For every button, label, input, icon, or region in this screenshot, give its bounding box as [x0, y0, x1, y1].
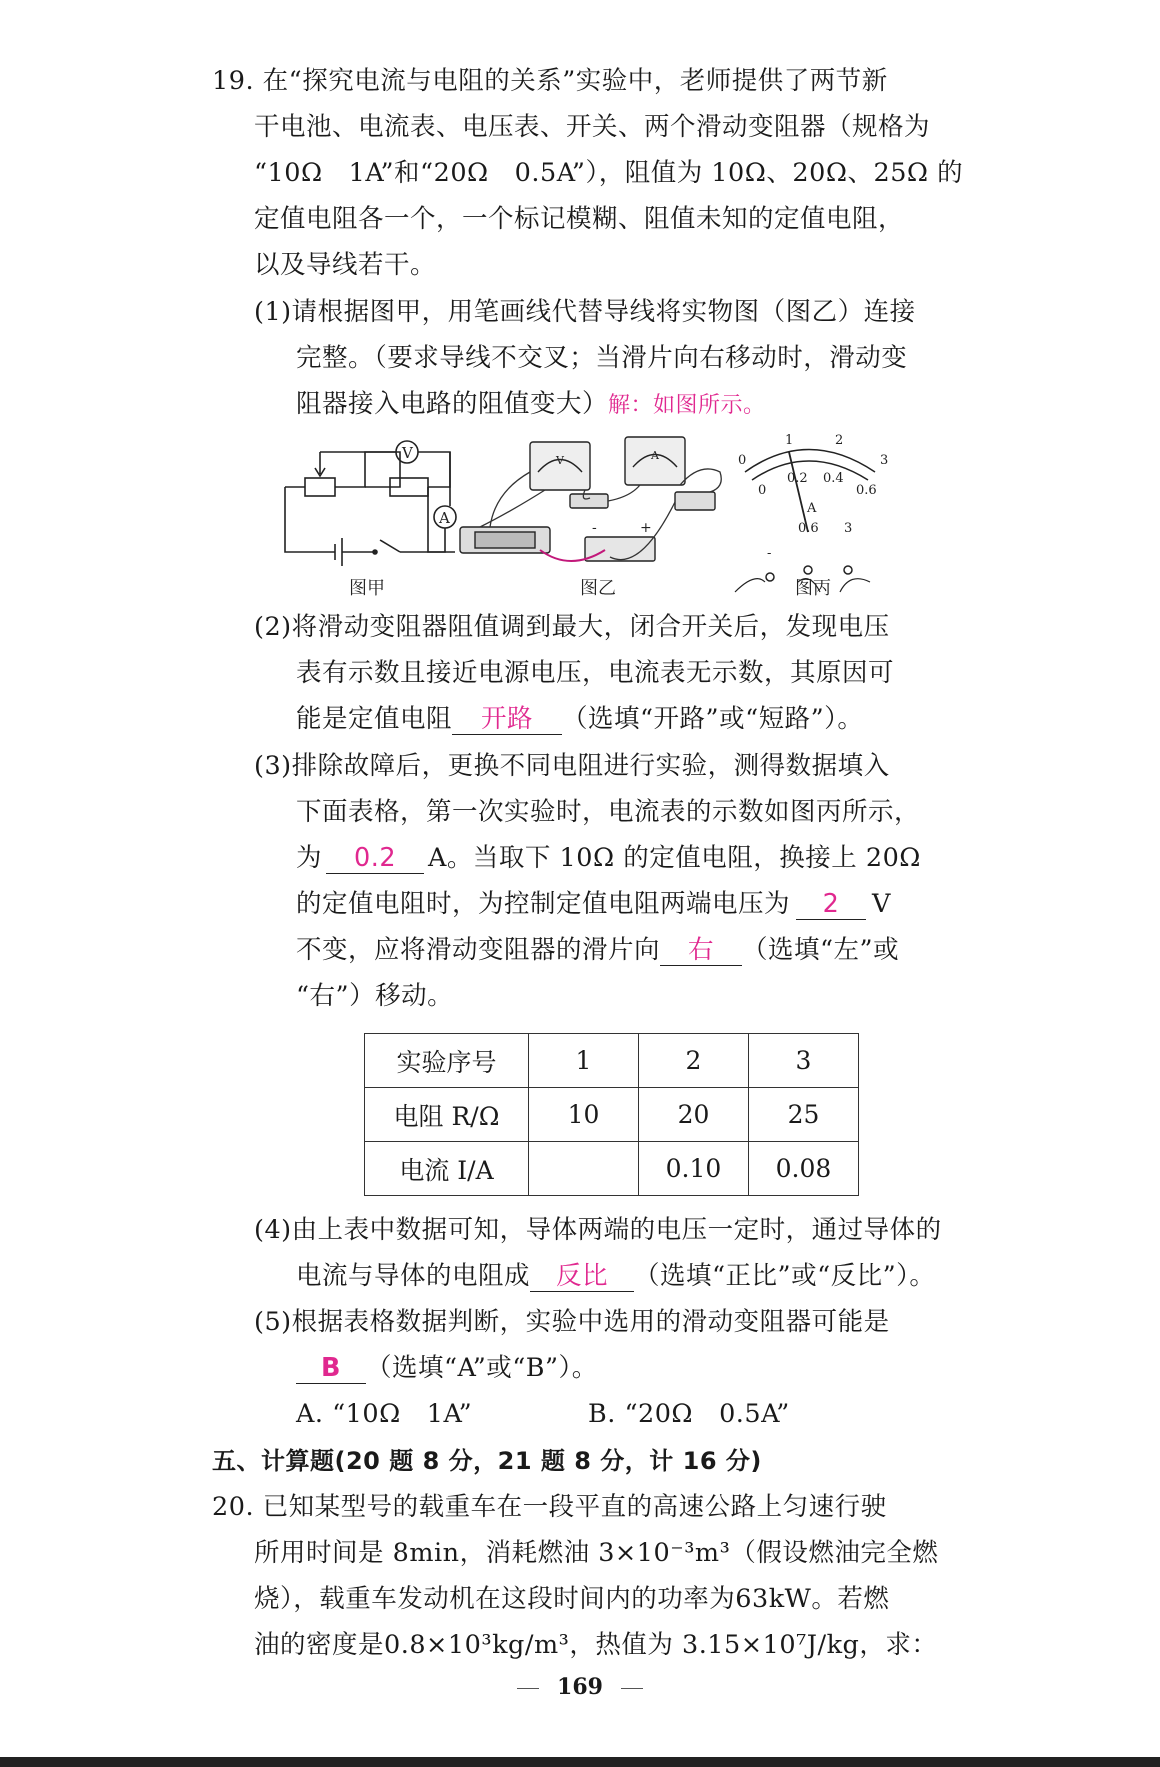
- battery-plus: +: [640, 520, 652, 536]
- q19-p3-line-5-pre: 不变，应将滑动变阻器的滑片向: [296, 935, 661, 965]
- q19-p1-line-2: 完整。（要求导线不交叉；当滑片向右移动时，滑动变: [296, 343, 908, 373]
- q19-p2-line-3-post: （选填“开路”或“短路”）。: [562, 704, 864, 734]
- q19-p3-answer-1: 0.2: [326, 843, 424, 874]
- q19-p1-answer: 解：如图所示。: [608, 393, 766, 418]
- page-footer: [0, 1674, 1160, 1700]
- q19-p3-answer-3: 右: [660, 935, 742, 966]
- q19-p4-line-2-post: （选填“正比”或“反比”）。: [634, 1261, 936, 1291]
- scale-top-3: 3: [880, 453, 889, 468]
- table-header-cell: 3: [749, 1034, 859, 1088]
- fig-label-jia: 图甲: [349, 578, 385, 599]
- dial-needle: [789, 452, 808, 532]
- footer-dash-right: [621, 1688, 643, 1689]
- table-cell: 25: [749, 1088, 859, 1142]
- bottom-bar: [0, 1757, 1160, 1767]
- q19-p1-line-3: [296, 387, 766, 423]
- q19-p3-line-5: [296, 933, 899, 967]
- q19-p3-line-1: (3)排除故障后，更换不同电阻进行实验，测得数据填入: [254, 751, 890, 781]
- table-cell: 20: [639, 1088, 749, 1142]
- scale-top-0: 0: [738, 453, 747, 468]
- slider-arrow: [315, 452, 325, 476]
- battery-minus: -: [592, 520, 597, 536]
- q20-line-4: 油的密度是0.8×10³kg/m³，热值为 3.15×10⁷J/kg，求：: [254, 1630, 938, 1660]
- q20-line-3: 烧），载重车发动机在这段时间内的功率为63kW。若燃: [254, 1584, 890, 1614]
- table-cell: 0.10: [639, 1142, 749, 1196]
- q19-p2-line-2: 表有示数且接近电源电压，电流表无示数，其原因可: [296, 658, 895, 688]
- page-number: 169: [557, 1674, 603, 1700]
- table-cell: 0.08: [749, 1142, 859, 1196]
- table-row: [365, 1142, 859, 1196]
- terminal-06: 0.6: [798, 521, 819, 536]
- scale-top-2: 2: [835, 433, 844, 448]
- q19-p1-line-3-text: 阻器接入电路的阻值变大）: [296, 389, 609, 419]
- q19-p2-answer: 开路: [452, 704, 562, 735]
- table-cell: 电流 I/A: [365, 1142, 529, 1196]
- q19-p5-line-2-post: （选填“A”或“B”）。: [366, 1353, 598, 1383]
- q19-p3-line-2: 下面表格，第一次实验时，电流表的示数如图丙所示，: [296, 797, 921, 827]
- q19-p5-line-2: [296, 1351, 598, 1385]
- battery-box: [585, 537, 655, 561]
- q19-p3-line-6: “右”）移动。: [296, 981, 454, 1011]
- q19-p2-line-3-pre: 能是定值电阻: [296, 704, 453, 734]
- switch-symbol: [355, 540, 400, 552]
- ammeter-letter: A: [439, 509, 450, 527]
- q19-p4-answer: 反比: [530, 1261, 634, 1292]
- q19-p3-answer-2: 2: [796, 889, 866, 920]
- circuit-diagram-jia: [285, 441, 456, 566]
- q19-line-5: 以及导线若干。: [254, 250, 437, 280]
- voltmeter-letter: V: [402, 444, 413, 462]
- switch-device: [675, 492, 715, 510]
- battery-symbol: [335, 538, 355, 566]
- device-ammeter-letter: A: [651, 449, 659, 462]
- q19-p3-line-3-post: A。当取下 10Ω 的定值电阻，换接上 20Ω: [428, 843, 921, 873]
- scale-bottom-0: 0: [758, 483, 767, 498]
- q19-line-4: 定值电阻各一个，一个标记模糊、阻值未知的定值电阻，: [254, 204, 905, 234]
- q19-p5-option-b: B. “20Ω 0.5A”: [588, 1399, 790, 1429]
- table-cell: [529, 1142, 639, 1196]
- q19-p1-line-1: (1)请根据图甲，用笔画线代替导线将实物图（图乙）连接: [254, 297, 916, 327]
- q19-line-1: 19. 在“探究电流与电阻的关系”实验中，老师提供了两节新: [212, 66, 888, 96]
- q19-p3-line-4-pre: 的定值电阻时，为控制定值电阻两端电压为: [296, 889, 791, 919]
- q19-line-2: 干电池、电流表、电压表、开关、两个滑动变阻器（规格为: [254, 112, 931, 142]
- experiment-table: [364, 1033, 859, 1196]
- fig-label-bing: 图丙: [795, 578, 831, 599]
- footer-dash-left: [517, 1688, 539, 1689]
- table-cell: 电阻 R/Ω: [365, 1088, 529, 1142]
- q19-p5-option-a: A. “10Ω 1A”: [296, 1399, 473, 1429]
- q19-p4-line-2: [296, 1259, 935, 1293]
- q19-line-3: “10Ω 1A”和“20Ω 0.5A”），阻值为 10Ω、20Ω、25Ω 的: [254, 158, 964, 188]
- terminal-3: 3: [844, 521, 853, 536]
- table-header-cell: 实验序号: [365, 1034, 529, 1088]
- scale-bottom-04: 0.4: [823, 471, 844, 486]
- scale-bottom-02: 0.2: [787, 471, 808, 486]
- table-header-cell: 2: [639, 1034, 749, 1088]
- q19-p5-answer: B: [296, 1353, 366, 1384]
- q19-p3-line-5-post: （选填“左”或: [742, 935, 900, 965]
- q19-p4-line-2-pre: 电流与导体的电阻成: [296, 1261, 531, 1291]
- q19-p2-line-1: (2)将滑动变阻器阻值调到最大，闭合开关后，发现电压: [254, 612, 890, 642]
- q19-p3-line-3: [296, 841, 921, 875]
- dial-letter: A: [807, 501, 817, 516]
- q19-p4-line-1: (4)由上表中数据可知，导体两端的电压一定时，通过导体的: [254, 1215, 942, 1245]
- table-row: [365, 1088, 859, 1142]
- q19-p3-line-4-post: V: [872, 889, 891, 919]
- rheostat-symbol: [305, 478, 335, 496]
- table-header-cell: 1: [529, 1034, 639, 1088]
- q20-line-2: 所用时间是 8min，消耗燃油 3×10⁻³m³（假设燃油完全燃: [254, 1538, 939, 1568]
- terminal-minus: -: [767, 546, 772, 561]
- table-cell: 10: [529, 1088, 639, 1142]
- q19-p2-line-3: [296, 702, 863, 736]
- table-row: [365, 1034, 859, 1088]
- q19-p3-line-4: [296, 887, 891, 921]
- q19-p5-line-1: (5)根据表格数据判断，实验中选用的滑动变阻器可能是: [254, 1307, 890, 1337]
- device-voltmeter-letter: V: [556, 454, 564, 467]
- q19-p3-line-3-pre: 为: [296, 843, 323, 873]
- q20-line-1: 20. 已知某型号的载重车在一段平直的高速公路上匀速行驶: [212, 1492, 887, 1522]
- scale-top-1: 1: [785, 433, 794, 448]
- section-heading: 五、计算题(20 题 8 分，21 题 8 分，计 16 分): [212, 1447, 762, 1475]
- fixed-resistor-device: [570, 494, 608, 508]
- scale-bottom-06: 0.6: [856, 483, 877, 498]
- fig-label-yi: 图乙: [580, 578, 616, 599]
